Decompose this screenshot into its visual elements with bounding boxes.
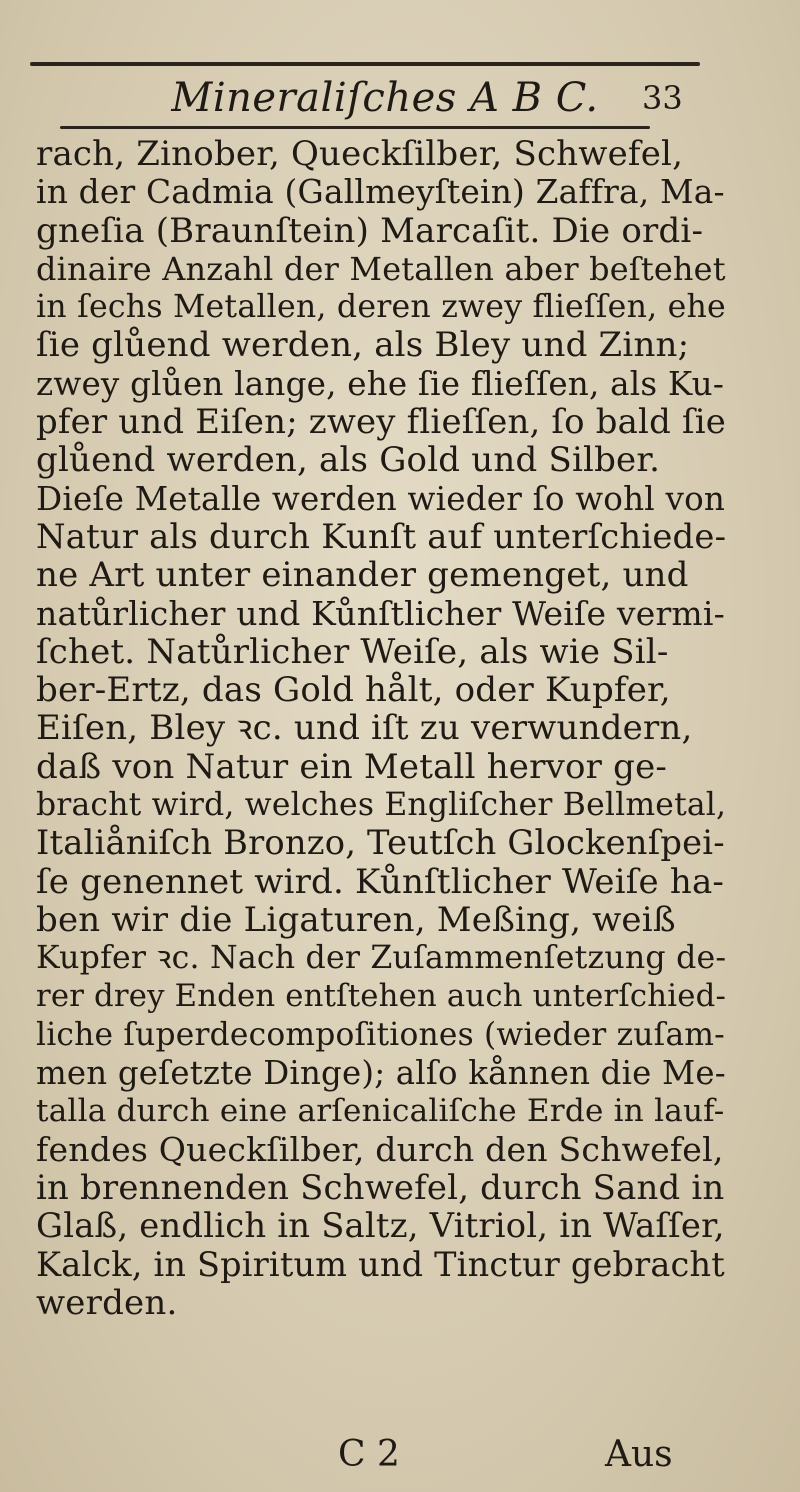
running-head: Mineraliſches A B C. (171, 75, 599, 121)
text-line: liche ſuperdecompoſitiones (wieder zuſam- (36, 1016, 725, 1053)
text-line: Kalck, in Spiritum und Tinctur gebracht (36, 1245, 725, 1284)
page-footer (0, 1430, 800, 1486)
text-line: Kupfer ꝛc. Nach der Zuſammenſetzung de- (36, 940, 726, 977)
text-line: zwey glůen lange, ehe ſie flieſſen, als Ku- (36, 364, 725, 403)
text-line: Eiſen, Bley ꝛc. und iſt zu verwundern, (36, 709, 693, 748)
text-line: glůend werden, als Gold und Silber. (36, 441, 661, 480)
text-line: in der Cadmia (Gallmeyſtein) Zaffra, Ma- (36, 173, 725, 212)
text-line: ber-Ertz, das Gold hålt, oder Kupfer, (36, 671, 671, 710)
text-line: daß von Natur ein Metall hervor ge- (36, 747, 668, 787)
top-rule (30, 62, 700, 66)
text-line: ſie glůend werden, als Bley und Zinn; (36, 326, 690, 365)
text-line: gneſia (Braunſtein) Marcaſit. Die ordi- (36, 211, 704, 250)
catchword: Aus (605, 1434, 673, 1475)
text-line: men geſetzte Dinge); alſo kånnen die Me- (36, 1054, 726, 1093)
text-line: Natur als durch Kunſt auf unterſchiede- (36, 517, 726, 556)
text-line: talla durch eine arſenicaliſche Erde in lauf- (36, 1093, 725, 1130)
text-line: Dieſe Metalle werden wieder ſo wohl von (36, 479, 726, 518)
text-line: natůrlicher und Kůnſtlicher Weiſe vermi- (36, 594, 726, 633)
text-line: ne Art unter einander gemenget, und (36, 556, 689, 595)
text-line: ſchet. Natůrlicher Weiſe, als wie Sil- (36, 632, 669, 672)
header-rule (60, 126, 650, 129)
page-number: 33 (642, 79, 683, 117)
text-line: Glaß, endlich in Saltz, Vitriol, in Waſſer, (36, 1207, 725, 1246)
text-line: werden. (36, 1283, 178, 1323)
text-line: rach, Zinober, Queckſilber, Schwefel, (36, 135, 684, 174)
text-line: ſe genennet wird. Kůnſtlicher Weiſe ha- (36, 862, 725, 901)
text-line: in ſechs Metallen, deren zwey flieſſen, ehe (36, 289, 726, 326)
page-header (0, 70, 800, 126)
text-line: in brennenden Schwefel, durch Sand in (36, 1169, 725, 1208)
signature-mark: C 2 (338, 1434, 400, 1475)
text-line: fendes Queckſilber, durch den Schwefel, (36, 1130, 724, 1169)
text-line: pfer und Eiſen; zwey flieſſen, ſo bald ſie (36, 403, 726, 442)
text-line: Italiåniſch Bronzo, Teutſch Glockenſpei- (36, 824, 725, 863)
text-line: rer drey Enden entſtehen auch unterſchied- (36, 978, 726, 1014)
body-text (36, 135, 726, 1322)
text-line: bracht wird, welches Engliſcher Bellmetal, (36, 787, 726, 824)
text-line: ben wir die Ligaturen, Meßing, weiß (36, 900, 676, 940)
text-line: dinaire Anzahl der Metallen aber beſtehet (36, 249, 726, 288)
